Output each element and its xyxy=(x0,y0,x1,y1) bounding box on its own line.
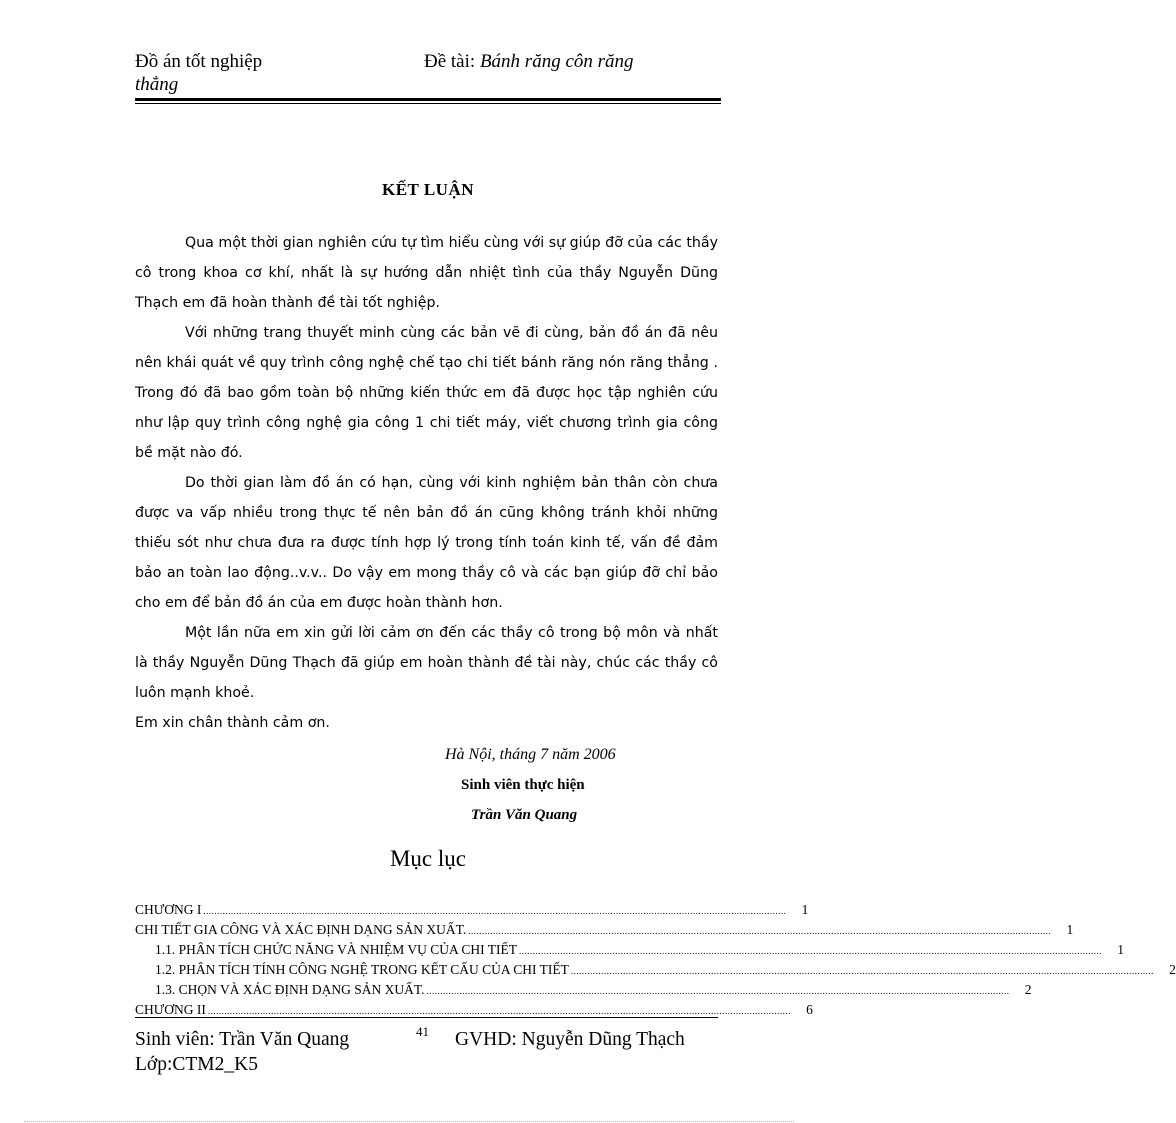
toc-leader: .................................................................................................................................................................................................................... xyxy=(203,906,787,916)
footer-advisor: GVHD: Nguyễn Dũng Thạch xyxy=(455,1029,685,1050)
toc-entry-page: 2 xyxy=(1024,982,1032,997)
toc-leader: .................................................................................................................................................................................................................... xyxy=(426,986,1010,996)
toc-entry-text: 1.2. PHÂN TÍCH TÍNH CÔNG NGHỆ TRONG KẾT CẤU CỦA CHI TIẾT xyxy=(155,962,569,977)
signature-name: Trần Văn Quang xyxy=(471,807,578,823)
paragraph: Với những trang thuyết minh cùng các bản vẽ đi cùng, bản đồ án đã nêu nên khái quát về quy trình công nghệ chế tạo chi tiết bánh răng nón răng thẳng . Trong đó đã bao gồm toàn bộ những kiến thức em đã được học tập nghiên cứu như lập quy trình công nghệ gia công 1 chi tiết máy, viết chương trình gia công bề mặt nào đó. xyxy=(135,325,718,461)
header-rule-thin xyxy=(135,103,721,104)
toc-leader: .................................................................................................................................................................................................................... xyxy=(207,1006,791,1016)
toc-leader: .................................................................................................................................................................................................................... xyxy=(468,926,1052,936)
toc-leader: .................................................................................................................................................................................................................... xyxy=(519,946,1102,956)
toc-entry[interactable] xyxy=(135,958,1176,978)
header-topic-title: Bánh răng côn răng xyxy=(479,51,634,72)
header-rule-thick xyxy=(135,98,721,101)
toc-title: Mục lục xyxy=(389,846,466,871)
page-number: 41 xyxy=(416,1024,429,1039)
toc-entry[interactable] xyxy=(135,898,809,918)
table-of-contents xyxy=(135,898,1176,1018)
paragraph: Qua một thời gian nghiên cứu tự tìm hiểu cùng với sự giúp đỡ của các thầy cô trong khoa cơ khí, nhất là sự hướng dẫn nhiệt tình của thầy Nguyễn Dũng Thạch em đã hoàn thành đề tài tốt nghiệp. xyxy=(135,235,718,311)
toc-entry-page: 1 xyxy=(1066,922,1074,937)
toc-entry-page: 1 xyxy=(801,902,809,917)
toc-entry-text: CHI TIẾT GIA CÔNG VÀ XÁC ĐỊNH DẠNG SẢN XUẤT. xyxy=(135,922,467,937)
toc-leader: .................................................................................................................................................................................................................... xyxy=(570,966,1154,976)
toc-entry-page: 1 xyxy=(1117,942,1124,957)
toc-entry-page: 6 xyxy=(806,1002,813,1017)
toc-entry[interactable] xyxy=(135,938,1124,958)
footer-class: Lớp:CTM2_K5 xyxy=(135,1054,258,1075)
footer-rule xyxy=(135,1017,718,1018)
toc-entry[interactable] xyxy=(135,998,813,1018)
toc-entry[interactable] xyxy=(135,918,1074,938)
conclusion-body xyxy=(135,228,718,738)
paragraph: Một lần nữa em xin gửi lời cảm ơn đến các thầy cô trong bộ môn và nhất là thầy Nguyễn Dũng Thạch đã giúp em hoàn thành đề tài này, chúc các thầy cô luôn mạnh khoẻ. xyxy=(135,625,718,701)
toc-entry-text: 1.1. PHÂN TÍCH CHỨC NĂNG VÀ NHIỆM VỤ CỦA CHI TIẾT xyxy=(155,942,517,957)
paragraph: Do thời gian làm đồ án có hạn, cùng với kinh nghiệm bản thân còn chưa được va vấp nhiều trong thực tế nên bản đồ án cũng không tránh khỏi những thiếu sót như chưa đưa ra được tính hợp lý trong tính toán kinh tế, vấn đề đảm bảo an toàn lao động..v.v.. Do vậy em mong thầy cô và các bạn giúp đỡ chỉ bảo cho em để bản đồ án của em được hoàn thành hơn. xyxy=(135,475,718,611)
toc-entry-text: 1.3. CHỌN VÀ XÁC ĐỊNH DẠNG SẢN XUẤT. xyxy=(155,982,425,997)
toc-entry-text: CHƯƠNG II xyxy=(135,1002,206,1017)
footer-student: Sinh viên: Trần Văn Quang xyxy=(135,1029,350,1050)
header-topic-continued: thẳng xyxy=(135,74,179,95)
header-topic-label: Đề tài: xyxy=(424,51,476,72)
toc-entry[interactable] xyxy=(135,978,1032,998)
signature-date: Hà Nội, tháng 7 năm 2006 xyxy=(445,746,616,763)
section-title: KẾT LUẬN xyxy=(381,180,474,199)
toc-entry-page: 2 xyxy=(1169,962,1176,977)
header-topic xyxy=(424,50,634,73)
page-edge xyxy=(24,1121,794,1122)
signature-role: Sinh viên thực hiện xyxy=(461,777,585,793)
toc-entry-text: CHƯƠNG I xyxy=(135,902,202,917)
closing-line: Em xin chân thành cảm ơn. xyxy=(135,715,330,731)
header-document-type: Đồ án tốt nghiệp xyxy=(135,51,263,72)
